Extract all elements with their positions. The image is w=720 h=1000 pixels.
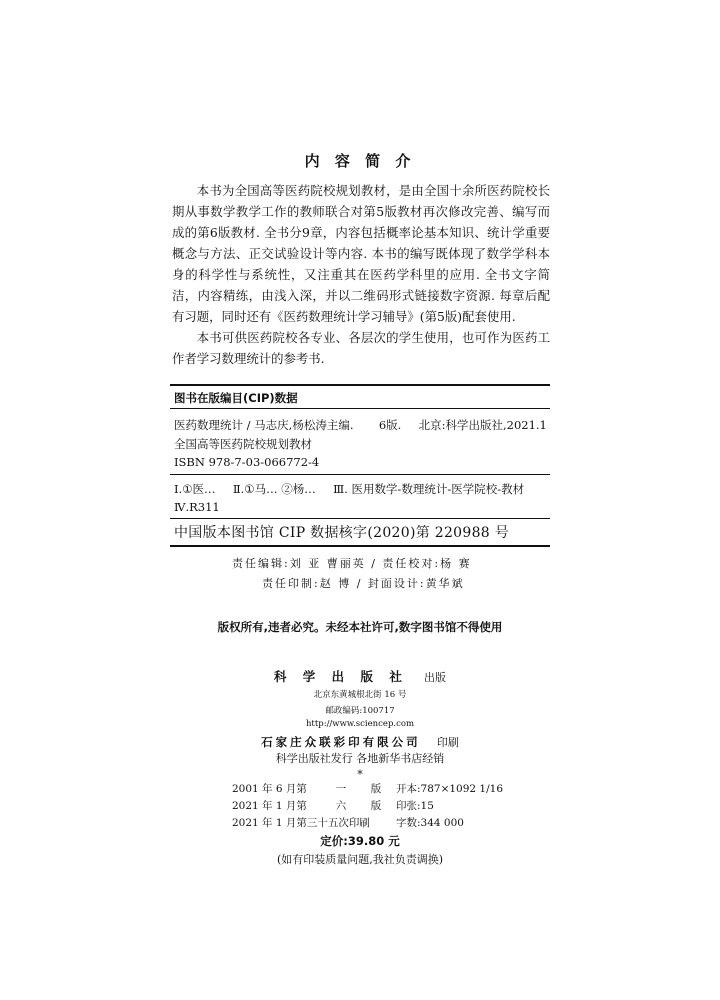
publisher-url: http://www.sciencep.com — [305, 719, 415, 729]
summary-paragraph-1: 本书为全国高等医药院校规划教材，是由全国十余所医药院校长期从事数学教学工作的教师联合对第5版教材再次修改完善、编写而成的第6版教材. 全书分9章，内容包括概率论基本知识、统计学重要概念与方法、正交试验设计等内容. 本书的编写既体现了数学学科本身的科学性与系统性，又注重其在医药学科里的应用. 全书文字简洁，内容精练，由浅入深，并以二维码形式链接数字资源. 每章后配有习题，同时还有《医药数理统计学习辅导》(第5版)配套使用. — [172, 183, 550, 324]
edition-row-2 — [232, 798, 434, 813]
publisher-role: 出版 — [424, 671, 447, 684]
publisher-postcode: 邮政编码:100717 — [325, 706, 395, 716]
cip-edition: 6版. — [378, 418, 402, 432]
edition-2-label: 版 — [370, 800, 382, 812]
cip-isbn-rule — [170, 474, 550, 475]
credits-line-2: 责任印制:赵 博 / 封面设计:黄华斌 — [262, 577, 465, 590]
printer-name: 石家庄众联彩印有限公司 — [261, 735, 421, 749]
summary-text — [172, 180, 550, 369]
word-count: 字数:344 000 — [396, 817, 464, 829]
edition-row-3 — [232, 815, 464, 830]
printer-role: 印刷 — [436, 736, 459, 749]
price: 定价:39.80 元 — [320, 834, 400, 848]
cip-bottom-rule — [170, 545, 550, 547]
cip-heading: 图书在版编目(CIP)数据 — [174, 391, 298, 405]
cip-publisher: 北京:科学出版社,2021.1 — [418, 418, 547, 432]
cip-isbn: ISBN 978-7-03-066772-4 — [174, 455, 320, 469]
printing-date: 2021 年 1 月第三十五次印刷 — [232, 817, 370, 829]
cip-class-3: Ⅲ. 医用数学-数理统计-医学院校-教材 — [333, 482, 525, 496]
edition-1-date: 2001 年 6 月第 — [232, 783, 307, 795]
edition-2-number: 六 — [335, 800, 347, 812]
publisher-address: 北京东黄城根北街 16 号 — [313, 690, 407, 700]
edition-2-date: 2021 年 1 月第 — [232, 800, 307, 812]
summary-paragraph-2: 本书可供医药院校各专业、各层次的学生使用，也可作为医药工作者学习数理统计的参考书. — [172, 330, 550, 366]
cip-class-4: Ⅳ.R311 — [174, 500, 220, 514]
separator-star: * — [357, 768, 363, 781]
credits-line-1: 责任编辑:刘 亚 曹丽英 / 责任校对:杨 赛 — [232, 557, 472, 570]
publisher-name: 科 学 出 版 社 — [273, 669, 408, 684]
summary-title: 内 容 简 介 — [304, 152, 416, 170]
cip-class-1: Ⅰ.①医… — [174, 482, 216, 496]
edition-1-format: 开本:787×1092 1/16 — [396, 783, 504, 795]
cip-series: 全国高等医药院校规划教材 — [174, 437, 312, 451]
cip-top-rule — [170, 384, 550, 386]
cip-class-rule — [170, 518, 550, 519]
edition-2-sheets: 印张:15 — [396, 800, 434, 812]
printer-line — [0, 731, 720, 750]
rights-notice: 版权所有,违者必究。未经本社许可,数字图书馆不得使用 — [217, 620, 503, 634]
cip-number: 中国版本图书馆 CIP 数据核字(2020)第 220988 号 — [174, 525, 510, 541]
distribution: 科学出版社发行 各地新华书店经销 — [275, 752, 445, 765]
cip-class-2: Ⅱ.①马… ②杨… — [232, 482, 316, 496]
cip-line-1 — [174, 417, 547, 433]
publisher-line — [0, 666, 720, 685]
edition-row-1 — [232, 781, 503, 796]
edition-1-number: 一 — [335, 783, 347, 795]
cip-book-title: 医药数理统计 / 马志庆,杨松涛主编. — [174, 418, 354, 432]
quality-note: (如有印装质量问题,我社负责调换) — [276, 853, 444, 866]
cip-heading-rule — [170, 408, 550, 409]
cip-classification — [174, 481, 524, 497]
edition-1-label: 版 — [370, 783, 382, 795]
